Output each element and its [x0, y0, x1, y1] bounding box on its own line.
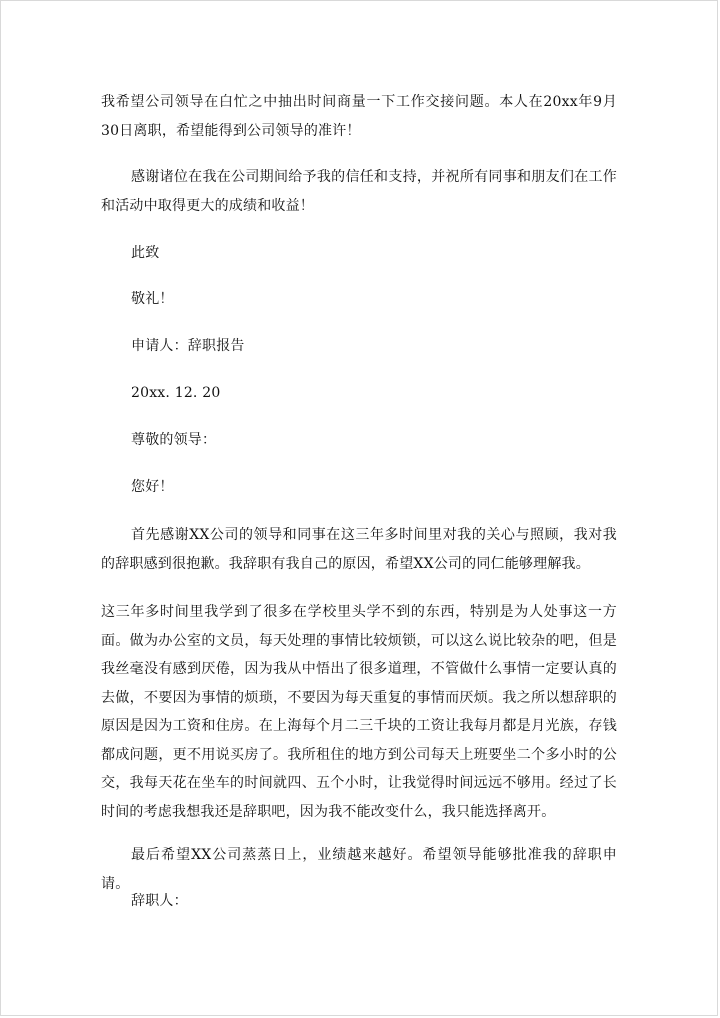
paragraph-wishes: 最后希望XX公司蒸蒸日上，业绩越来越好。希望领导能够批准我的辞职申请。 — [101, 847, 617, 892]
paragraph-thanks: 感谢诸位在我在公司期间给予我的信任和支持，并祝所有同事和朋友们在工作和活动中取得更大的成绩和收益！ — [101, 169, 617, 214]
paragraph-apology: 首先感谢XX公司的领导和同事在这三年多时间里对我的关心与照顾，我对我的辞职感到很抱歉。我辞职有我自己的原因，希望XX公司的同仁能够理解我。 — [101, 527, 617, 572]
closing-salutation: 此致 — [131, 245, 160, 261]
greeting-line: 尊敬的领导： — [131, 432, 217, 448]
paragraph-handover-request: 我希望公司领导在白忙之中抽出时间商量一下工作交接问题。本人在20xx年9月30日离职，希望能得到公司领导的准许！ — [101, 94, 617, 139]
applicant-line: 申请人：辞职报告 — [131, 338, 245, 354]
paragraph-reasons: 这三年多时间里我学到了很多在学校里头学不到的东西，特别是为人处事这一方面。做为办公室的文员，每天处理的事情比较烦锁，可以这么说比较杂的吧，但是我丝毫没有感到厌倦，因为我从中悟出了很多道理，不管做什么事情一定要认真的去做，不要因为事情的烦琐，不要因为每天重复的事情而厌烦。我之所以想辞职的原因是因为工资和住房。在上海每个月二三千块的工资让我每月都是月光族，存钱都成问题，更不用说买房了。我所租住的地方到公司每天上班要坐二个多小时的公交，我每天花在坐车的时间就四、五个小时，让我觉得时间远远不够用。经过了长时间的考虑我想我还是辞职吧，因为我不能改变什么，我只能选择离开。 — [101, 604, 617, 820]
closing-regards: 敬礼！ — [131, 291, 174, 307]
hello-line: 您好！ — [131, 479, 174, 495]
resigner-line: 辞职人： — [131, 893, 188, 909]
date-line: 20xx. 12. 20 — [131, 385, 221, 401]
